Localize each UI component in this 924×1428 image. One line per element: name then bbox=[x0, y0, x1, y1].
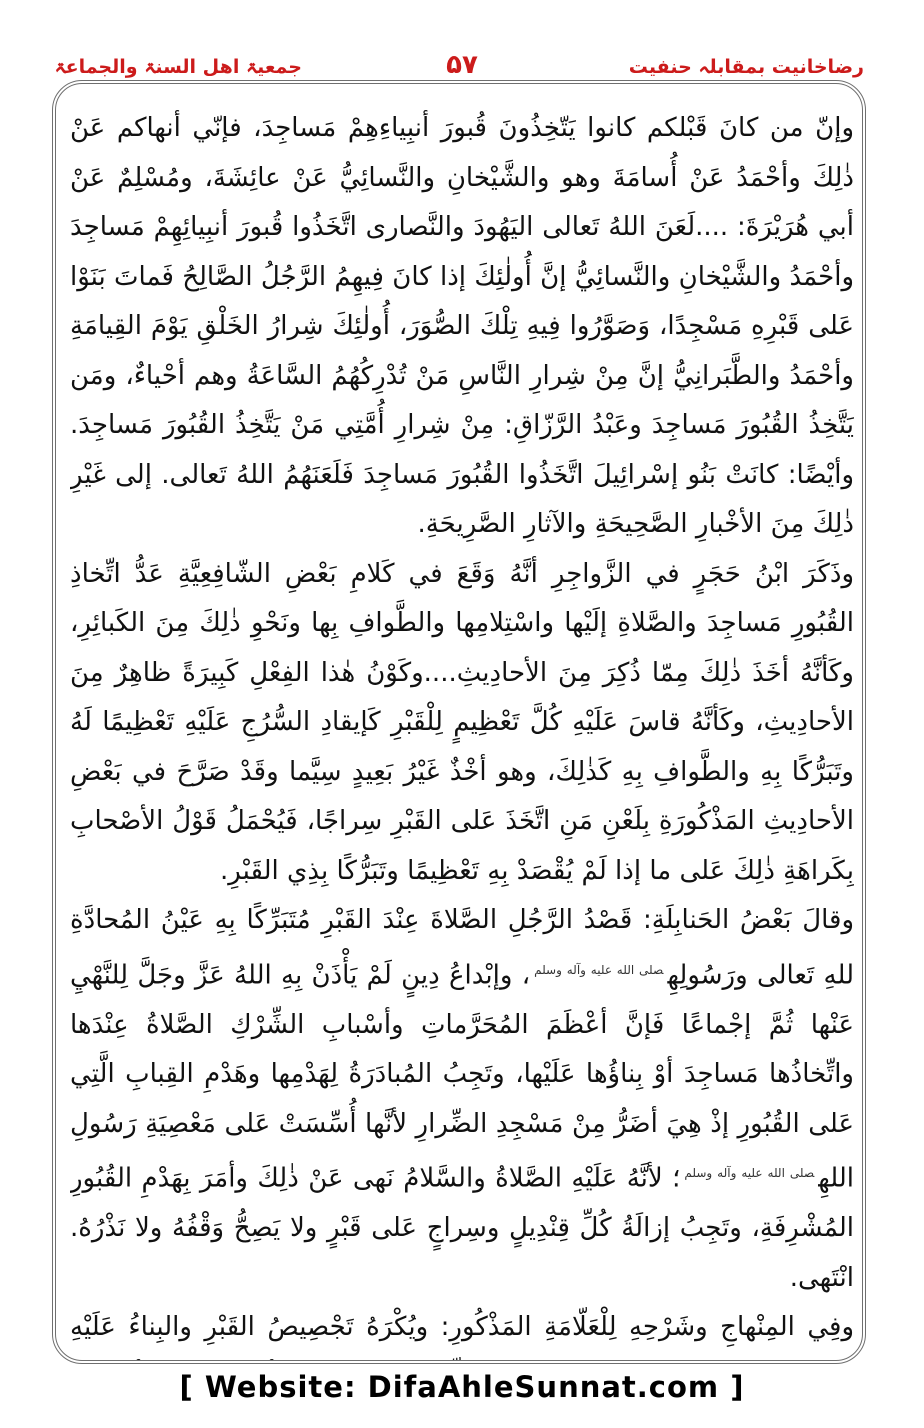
header-organization-title: جمعیۃ اھل السنۃ والجماعۃ bbox=[54, 56, 302, 78]
paragraph-2: وذَكَرَ ابْنُ حَجَرٍ في الزَّواجِرِ أنَّهُ وَقَعَ في كَلامِ بَعْضِ الشّافِعِيَّةِ عَدُّ اتِّخاذِ القُبُورِ مَساجِدَ والصَّلاةِ إلَيْها واسْتِلامِها والطَّوافِ بِها ونَحْوِ ذٰلِكَ مِنَ الكَبائِرِ، وكَأنَّهُ أخَذَ ذٰلِكَ مِمّا ذُكِرَ مِنَ الأحادِيثِ....وكَوْنُ هٰذا الفِعْلِ كَبِيرَةً ظاهِرٌ مِنَ الأحادِيثِ، وكَأنَّهُ قاسَ عَلَيْهِ كُلَّ تَعْظِيمٍ لِلْقَبْرِ كَإيقادِ السُّرُجِ عَلَيْهِ تَعْظِيمًا لَهُ وتَبَرُّكًا بِهِ والطَّوافِ بِهِ كَذٰلِكَ، وهو أخْذٌ غَيْرُ بَعِيدٍ سِيَّما وقَدْ صَرَّحَ في بَعْضِ الأحادِيثِ المَذْكُورَةِ بِلَعْنِ مَنِ اتَّخَذَ عَلى القَبْرِ سِراجًا، فَيُحْمَلُ قَوْلُ الأصْحابِ بِكَراهَةِ ذٰلِكَ عَلى ما إذا لَمْ يُقْصَدْ بِهِ تَعْظِيمًا وتَبَرُّكًا بِذِي القَبْرِ. bbox=[70, 558, 854, 886]
honorific-2: صلى الله عليه وآله وسلم bbox=[684, 1166, 815, 1181]
paragraph-4: وفِي المِنْهاجِ وشَرْحِهِ لِلْعَلّامَةِ المَذْكُورِ: ويُكْرَهُ تَجْصِيصُ القَبْرِ والبِناءُ عَلَيْهِ bbox=[70, 1312, 854, 1343]
paragraph-3-part-b: ، وإبْداعُ دِينٍ لَمْ يَأْذَنْ بِهِ اللهُ عَزَّ وجَلَّ لِلنَّهْيِ عَنْها ثُمَّ إجْماعًا فَإنَّ أعْظَمَ المُحَرَّماتِ وأسْبابِ الشِّرْكِ الصَّلاةُ عِنْدَها واتِّخاذُها مَساجِدَ أوْ بِناؤُها عَلَيْها، وتَجِبُ المُبادَرَةُ لِهَدْمِها وهَدْمِ القِبابِ الَّتِي عَلى القُبُورِ إذْ هِيَ أضَرُّ مِنْ مَسْجِدِ الضِّرارِ لأنَّها أُسِّسَتْ عَلى مَعْصِيَةِ رَسُولِ اللهِ bbox=[70, 960, 854, 1194]
page-number: ۵۷ bbox=[446, 50, 478, 80]
header-book-title: رضاخانیت بمقابلہ حنفیت bbox=[628, 56, 864, 78]
arabic-body-text bbox=[70, 104, 854, 1360]
paragraph-3-part-a: وقالَ بَعْضُ الحَنابِلَةِ: قَصْدُ الرَّجُلِ الصَّلاةَ عِنْدَ القَبْرِ مُتَبَرِّكًا بِهِ عَيْنُ المُحادَّةِ للهِ تَعالى ورَسُولِهِ bbox=[70, 905, 854, 991]
paragraph-3-part-c: ؛ لأنَّهُ عَلَيْهِ الصَّلاةُ والسَّلامُ نَهى عَنْ ذٰلِكَ وأمَرَ بِهَدْمِ القُبُورِ المُشْرِفَةِ، وتَجِبُ إزالَةُ كُلِّ قِنْدِيلٍ وسِراجٍ عَلى قَبْرٍ ولا يَصِحُّ وَقْفُهُ ولا نَذْرُهُ. انْتَهى. bbox=[70, 1163, 854, 1293]
website-footer: [ Website: DifaAhleSunnat.com ] bbox=[179, 1370, 745, 1404]
paragraph-1: وإنّ من كانَ قَبْلكم كانوا يَتّخِذُونَ قُبورَ أنبِياءِهِمْ مَساجِدَ، فإنّي أنهاكم عَنْ ذٰلِكَ وأحْمَدُ عَنْ أُسامَةَ وهو والشَّيْخانِ والنَّسائِيُّ عَنْ عائِشَةَ، ومُسْلِمٌ عَنْ أبي هُرَيْرَةَ: ....لَعَنَ اللهُ تَعالى اليَهُودَ والنَّصارى اتَّخَذُوا قُبورَ أنبِيائِهِمْ مَساجِدَ وأحْمَدُ والشَّيْخانِ والنَّسائِيُّ إنَّ أُولٰئِكَ إذا كانَ فِيهِمُ الرَّجُلُ الصَّالِحُ فَماتَ بَنَوْا عَلى قَبْرِهِ مَسْجِدًا، وَصَوَّرُوا فِيهِ تِلْكَ الصُّوَرَ، أُولٰئِكَ شِرارُ الخَلْقِ يَوْمَ القِيامَةِ وأحْمَدُ والطَّبَرانِيُّ إنَّ مِنْ شِرارِ النَّاسِ مَنْ تُدْرِكُهُمُ السَّاعَةُ وهم أحْياءٌ، ومَن يَتَّخِذُ القُبُورَ مَساجِدَ وعَبْدُ الرَّزّاقِ: مِنْ شِرارِ أُمَّتِي مَنْ يَتَّخِذُ القُبُورَ مَساجِدَ. وأيْضًا: كانَتْ بَنُو إسْرائِيلَ اتَّخَذُوا القُبُورَ مَساجِدَ فَلَعَنَهُمُ اللهُ تَعالى. إلى غَيْرِ ذٰلِكَ مِنَ الأخْبارِ الصَّحِيحَةِ والآثارِ الصَّرِيحَةِ. bbox=[70, 113, 854, 539]
honorific-1: صلى الله عليه وآله وسلم bbox=[534, 962, 664, 977]
page-header bbox=[0, 0, 924, 84]
paragraph-3 bbox=[70, 896, 854, 1303]
